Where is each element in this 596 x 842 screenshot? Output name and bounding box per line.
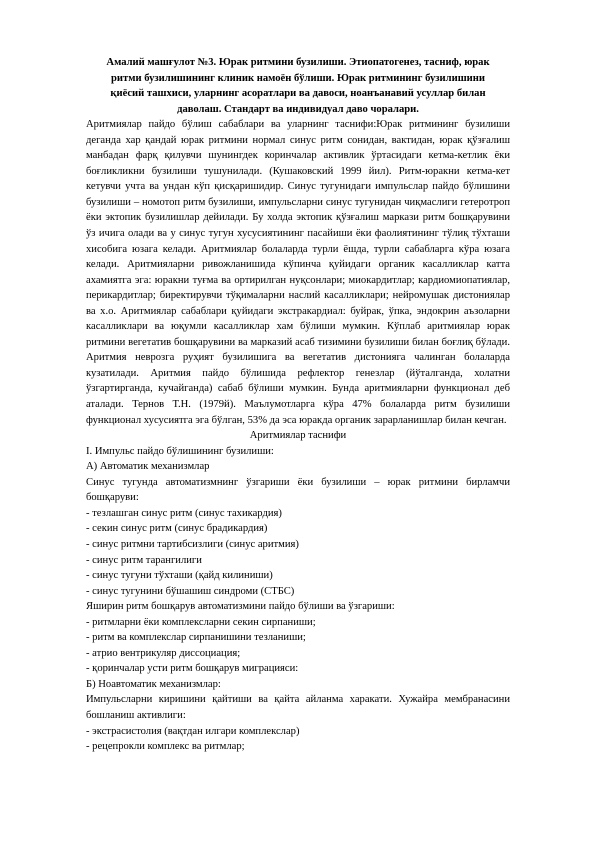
hidden-heading: Яширин ритм бошқарув автоматизмини пайдо бўлиши ва ўзгариши:	[86, 601, 395, 613]
impulse-heading: I. Импульс пайдо бўлишининг бузилиши:	[86, 445, 274, 457]
auto-heading: А) Автоматик механизмлар	[86, 461, 210, 473]
list-item: - синус ритм тарангилиги	[86, 554, 202, 566]
list-item: - секин синус ритм (синус брадикардия)	[86, 523, 268, 535]
nonauto-heading: Б) Ноавтоматик механизмлар:	[86, 678, 221, 690]
title-line: Амалий машғулот №3. Юрак ритмини бузилиши. Этиопатогенез, тасниф, юрак	[106, 57, 490, 68]
title-line: қиёсий ташхиси, уларнинг асоратлари ва давоси, ноанъанавий усуллар билан	[110, 88, 486, 100]
title-line: ритми бузилишининг клиник намоён бўлиши. Юрак ритмининг бузилишини	[111, 72, 485, 84]
list-item: - синус ритмни тартибсизлиги (синус аритмия)	[86, 538, 299, 550]
title-line: даволаш. Стандарт ва индивидуал даво чоралари.	[177, 103, 419, 115]
nonauto-list	[86, 724, 510, 755]
list-item: - атрио вентрикуляр диссоциация;	[86, 647, 241, 659]
intro-paragraph: Аритмиялар пайдо бўлиш сабаблари ва уларнинг таснифи:Юрак ритмининг бузилиши деганда хар қандай юрак ритмини нормал синус ритм сонидан, вактидан, юрак қўзғалиш манбадан фарқ қилувчи шунингдек коринчалар активлик ўртасидаги кетма-кетлик ёки боғликликни бузилиши тушунилади. (Кушаковский 1999 йил). Ритм-юракни кетма-кет кетувчи учта ва ундан кўп қисқаришидир. Синус тугунидаги импульслар пайдо бўлишини бузилиши – номотоп ритм бузилиши, импульсларни синус тугунидан чиқмаслиги гетеротроп ёки эктопик бузилишлар дейилади. Бу холда эктопик қўзғалиш маркази ритм бошқарувини ўз ичига олади ва у синус тугун хусусиятининг пасайиши ёки фаолиятининг тўлиқ тўхташи хисобига юзага келади. Аритмиялар болаларда турли ёшда, турли сабабларга кўра юзага келади. Аритмияларни ривожланишида кўпинча қуйидаги органик касалликлар катта ахамиятга эга: юракни туғма ва ортирилган нуқсонлари; миокардитлар; кардиомиопатиялар, перикардитлар; биректирувчи тўқималарни наслий касалликлари; нейромушак дистониялар ва х.о. Аритмиялар сабаблари қуйидаги экстракардиал: буйрак, ўпка, эндокрин аъзоларни касалликлари ва юқумли касалликлар хам бўлиши мумкин. Кўплаб аритмиялар юрак ритмини вегетатив бошқарувини ва марказий асаб тизимини бузилиши билан боғлиқ бўлади. Аритмия неврозга руҳият бузилишига ва вегетатив дистонияга чалинган болаларда кузатилади. Аритмия пайдо бўлишида рефлектор генезлар (йўталганда, холатни ўзгартирганда, кучайганда) сабаб бўлиши мумкин. Бунда аритмияларни функционал деб аталади. Тернов Т.Н. (1979й). Маълумотларга кўра 47% болаларда ритм бузилиши функционал хусусиятга эга бўлган, 53% да эса юракда органик зарарланишлар билан кечган.	[86, 119, 510, 426]
list-item: - синус тугуни тўхташи (қайд килиниши)	[86, 570, 273, 582]
list-item: - ритмларни ёки комплексларни секин сирпаниши;	[86, 616, 316, 628]
sinus-list	[86, 506, 510, 599]
list-item: - ритм ва комплекслар сирпанишини тезланиши;	[86, 632, 306, 644]
nonauto-intro: Импульсларни киришини қайтиши ва қайта айланма харакати. Хужайра мембранасини бошланиш активлиги:	[86, 694, 510, 721]
list-item: - синус тугунини бўшашиш синдроми (СТБС)	[86, 585, 295, 597]
auto-intro: Синус тугунда автоматизмнинг ўзгариши ёки бузилиши – юрак ритмини бирламчи бошқаруви:	[86, 476, 510, 504]
section-heading: Аритмиялар таснифи	[249, 430, 347, 442]
hidden-list	[86, 615, 510, 677]
list-item: - экстрасистолия (вақтдан илгари комплекслар)	[86, 725, 300, 737]
list-item: - рецепрокли комплекс ва ритмлар;	[86, 741, 245, 753]
document-title	[86, 55, 510, 117]
list-item: - тезлашган синус ритм (синус тахикардия)	[86, 507, 282, 519]
list-item: - қоринчалар усти ритм бошқарув миграцияси:	[86, 663, 299, 675]
document-page	[86, 55, 510, 755]
